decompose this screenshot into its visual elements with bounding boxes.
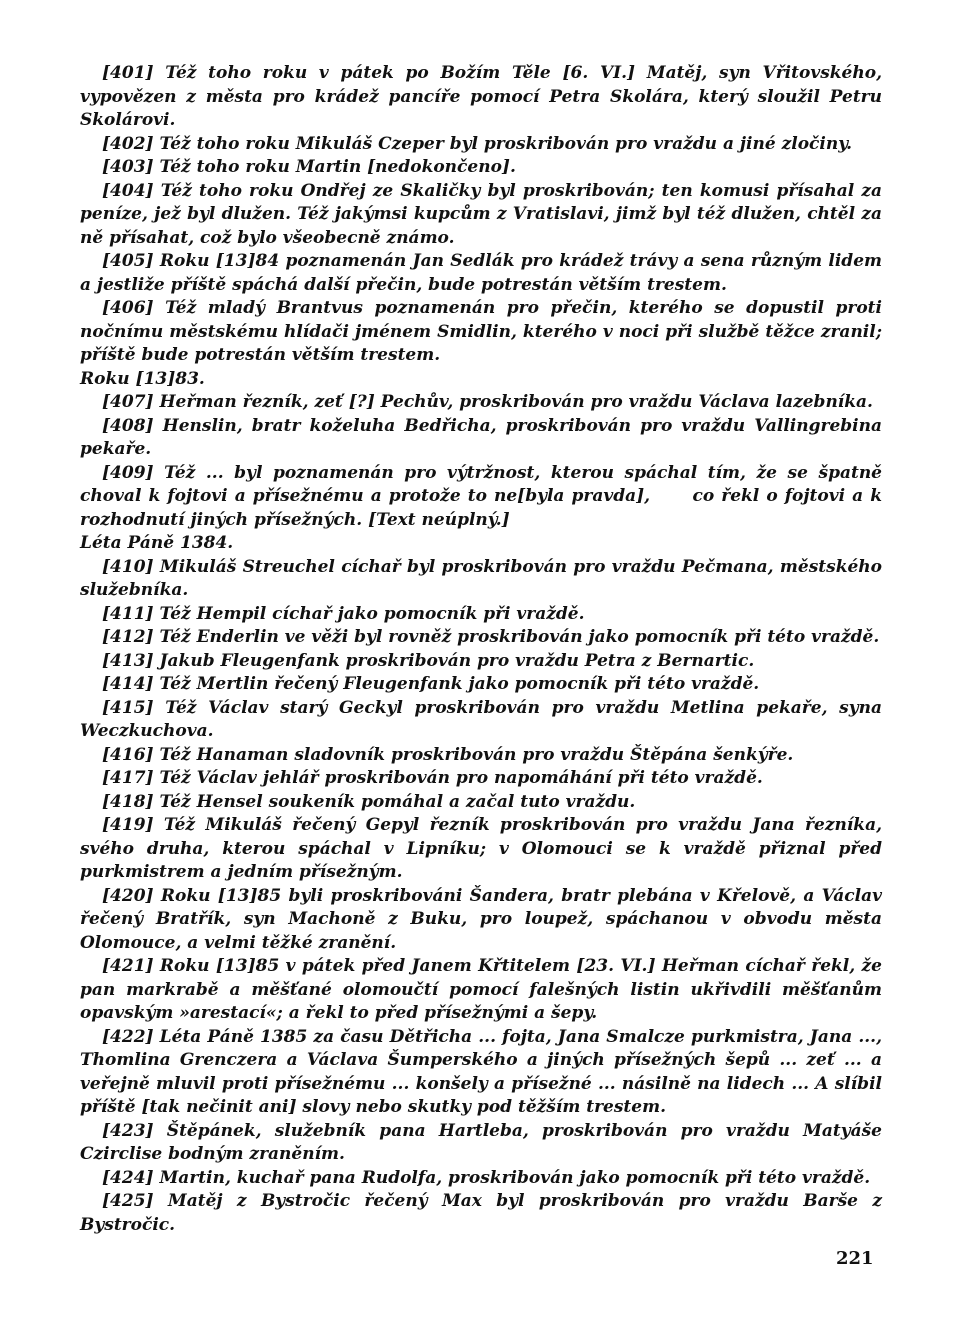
entry-406: [406] Též mladý Brantvus poznamenán pro přečin, kterého se dopustil proti nočnímu městskému hlídači jménem Smidlin, kterého v noci při službě těžce zranil; příště bude potrestán větším trestem. — [80, 298, 882, 365]
entry-421: [421] Roku [13]85 v pátek před Janem Křtitelem [23. VI.] Heřman cíchař řekl, že pan markrabě a měšťané olomoučtí pomocí falešných listin ukřivdili měšťanům opavským »arestací«; a řekl to před přísežnými a šepy. — [80, 956, 882, 1023]
entry-404: [404] Též toho roku Ondřej ze Skaličky byl proskribován; ten komusi přísahal za peníze, jež byl dlužen. Též jakýmsi kupcům z Vratislavi, jimž byl též dlužen, chtěl za ně přísahat, což bylo všeobecně známo. — [80, 180, 882, 248]
entry-415: [415] Též Václav starý Geckyl proskribován pro vraždu Metlina pekaře, syna Weczkuchova. — [80, 697, 882, 741]
entry-411: [411] Též Hempil cíchař jako pomocník při vraždě. — [102, 603, 585, 624]
entry-412: [412] Též Enderlin ve věži byl rovněž proskribován jako pomocník při této vraždě. — [102, 627, 880, 647]
entry-402: [402] Též toho roku Mikuláš Czeper byl proskribován pro vraždu a jiné zločiny. — [102, 133, 853, 154]
entry-419: [419] Též Mikuláš řečený Gepyl řezník proskribován pro vraždu Jana řezníka, svého druha, kterou spáchal v Lipníku; v Olomouci se k vraždě přiznal před purkmistrem a jedním přísežným. — [80, 815, 882, 882]
entry-417: [417] Též Václav jehlář proskribován pro napomáhání při této vraždě. — [102, 768, 763, 788]
entry-407: [407] Heřman řezník, zeť [?] Pechův, proskribován pro vraždu Václava lazebníka. — [102, 392, 873, 412]
entry-408: [408] Henslin, bratr koželuha Bedřicha, proskribován pro vraždu Vallingrebina pekaře. — [80, 415, 882, 459]
entry-423: [423] Štěpánek, služebník pana Hartleba, proskribován pro vraždu Matyáše Czirclise bodným zraněním. — [80, 1120, 882, 1164]
entry-425: [425] Matěj z Bystročic řečený Max byl proskribován pro vraždu Barše z Bystročic. — [80, 1191, 882, 1235]
entry-420: [420] Roku [13]85 byli proskribováni Šandera, bratr plebána v Křelově, a Václav řečený Bratřík, syn Machoně z Buku, pro loupež, spáchanou v obvodu města Olomouce, a velmi těžké zranění. — [80, 885, 882, 953]
entry-401: [401] Též toho roku v pátek po Božím Těle [6. VI.] Matěj, syn Vřitovského, vypovězen z města pro krádež pancíře pomocí Petra Skolára, který sloužil Petru Skolárovi. — [80, 63, 882, 130]
page-number: 221 — [836, 1248, 874, 1269]
document-body — [80, 62, 888, 1237]
entry-424: [424] Martin, kuchař pana Rudolfa, proskribován jako pomocník při této vraždě. — [102, 1167, 871, 1188]
entry-414: [414] Též Mertlin řečený Fleugenfank jako pomocník při této vraždě. — [102, 674, 760, 694]
entry-418: [418] Též Hensel soukeník pomáhal a začal tuto vraždu. — [102, 791, 636, 812]
entry-410: [410] Mikuláš Streuchel cíchař byl proskribován pro vraždu Pečmana, městského služebníka. — [80, 556, 882, 600]
year-heading-1384: Léta Páně 1384. — [80, 533, 234, 553]
entry-409: [409] Též ... byl poznamenán pro výtržnost, kterou spáchal tím, že se špatně choval k fojtovi a přísežnému a protože to ne[byla pravda], co řekl o fojtovi a k rozhodnutí jiných přísežných. [Text neúplný.] — [80, 462, 888, 530]
year-heading-1383: Roku [13]83. — [80, 368, 205, 389]
entry-403: [403] Též toho roku Martin [nedokončeno]. — [102, 157, 516, 177]
entry-405: [405] Roku [13]84 poznamenán Jan Sedlák pro krádež trávy a sena různým lidem a jestliže příště spáchá další přečin, bude potrestán větším trestem. — [80, 251, 882, 295]
entry-413: [413] Jakub Fleugenfank proskribován pro vraždu Petra z Bernartic. — [102, 650, 755, 671]
entry-422: [422] Léta Páně 1385 za času Dětřicha ... fojta, Jana Smalcze purkmistra, Jana ..., Thomlina Grenczera a Václava Šumperského a jiných přísežných šepů ... zeť ... a veřejně mluvil proti přísežnému ... konšely a přísežné ... násilně na lidech ... A slíbil příště [tak nečinit ani] slovy nebo skutky pod těžším trestem. — [80, 1026, 882, 1117]
entry-416: [416] Též Hanaman sladovník proskribován pro vraždu Štěpána šenkýře. — [102, 744, 794, 765]
